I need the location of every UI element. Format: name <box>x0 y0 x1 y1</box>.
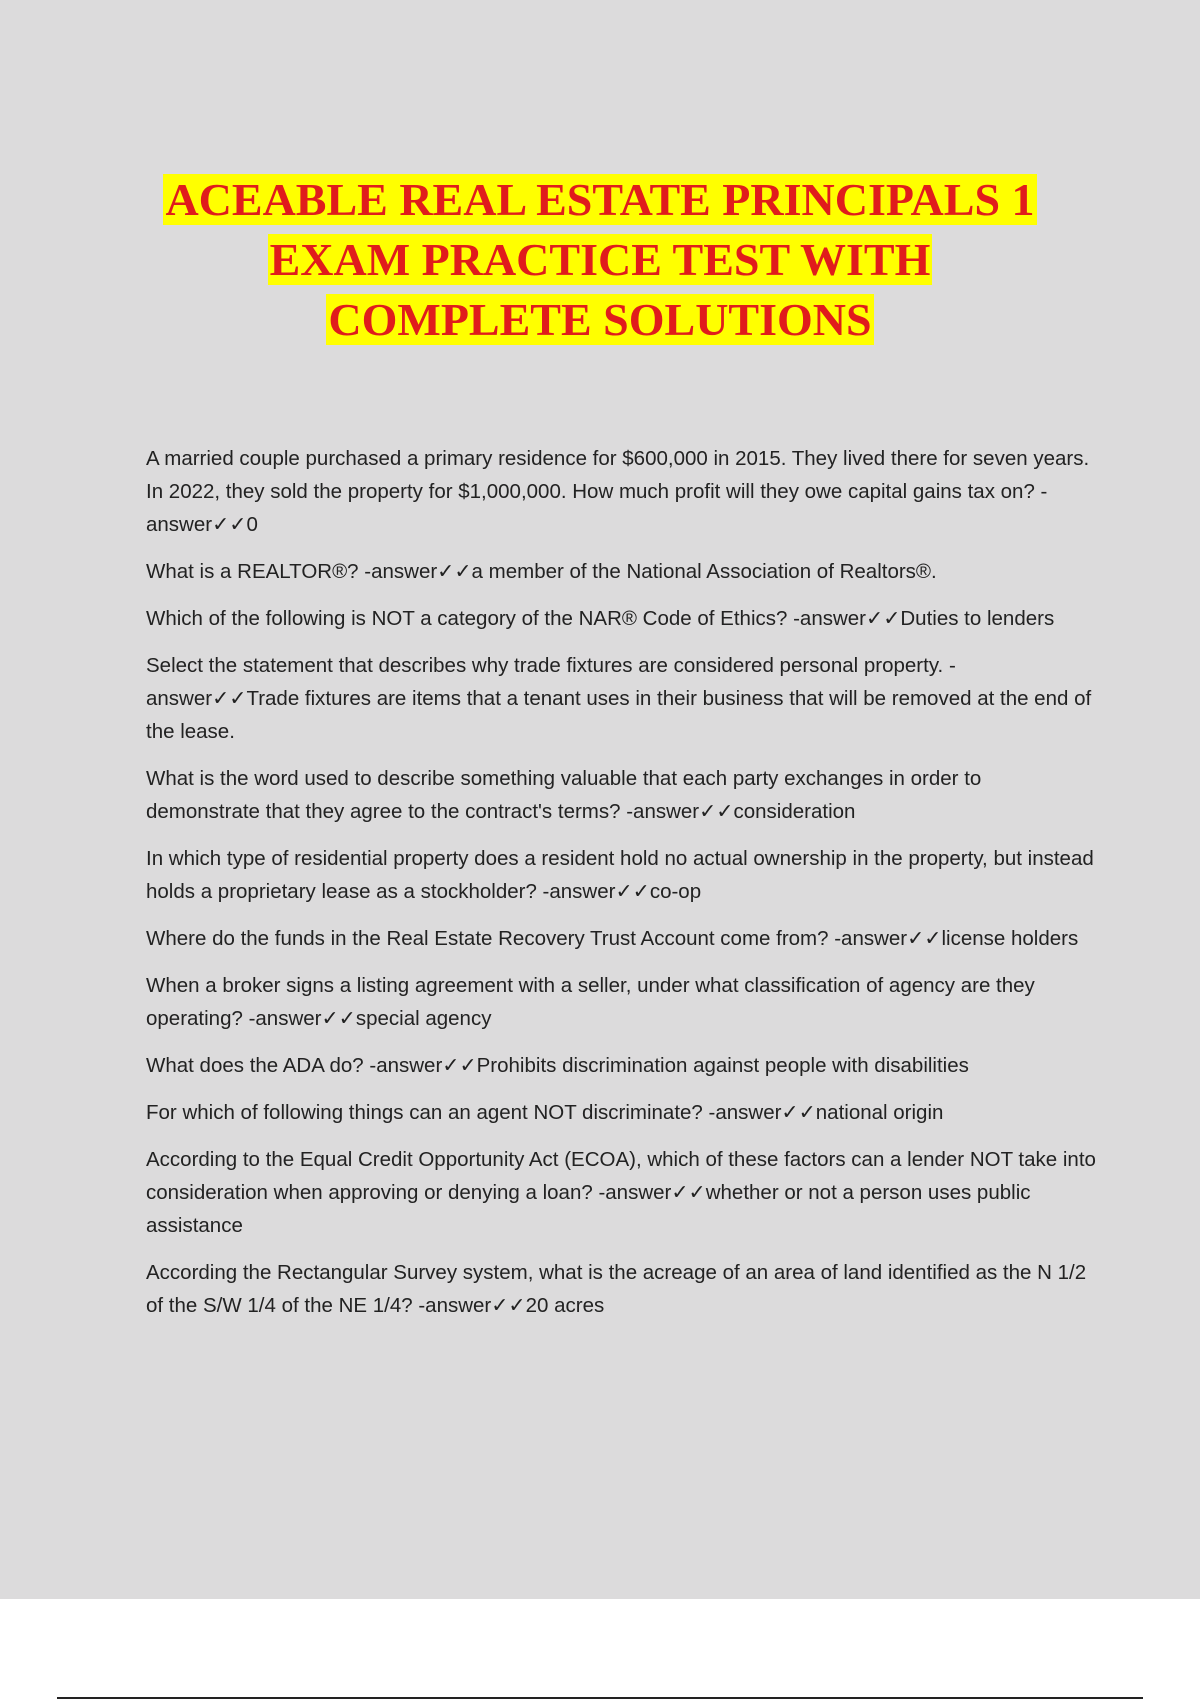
qa-item: According the Rectangular Survey system, what is the acreage of an area of land identified as the N 1/2 of the S/W 1/4 of the NE 1/4? -answer✓✓20 acres <box>146 1261 1087 1317</box>
qa-item: What is the word used to describe something valuable that each party exchanges in order to demonstrate that they agree to the contract's terms? -answer✓✓consideration <box>146 767 982 823</box>
footer-divider <box>57 1697 1143 1699</box>
qa-item: What is a REALTOR®? -answer✓✓a member of the National Association of Realtors®. <box>146 560 937 583</box>
title-line <box>0 170 1200 230</box>
qa-item: What does the ADA do? -answer✓✓Prohibits discrimination against people with disabilities <box>146 1054 969 1077</box>
title-line-text: ACEABLE REAL ESTATE PRINCIPALS 1 <box>165 174 1035 225</box>
qa-item: For which of following things can an agent NOT discriminate? -answer✓✓national origin <box>146 1101 944 1124</box>
title-line-text: COMPLETE SOLUTIONS <box>328 294 872 345</box>
qa-item: According to the Equal Credit Opportunity Act (ECOA), which of these factors can a lender NOT take into consideration when approving or denying a loan? -answer✓✓whether or not a person uses public assistance <box>146 1148 1096 1237</box>
qa-item: Select the statement that describes why trade fixtures are considered personal property. -answer✓✓Trade fixtures are items that a tenant uses in their business that will be removed at the end of the lease. <box>146 654 1092 743</box>
qa-item: A married couple purchased a primary residence for $600,000 in 2015. They lived there for seven years. In 2022, they sold the property for $1,000,000. How much profit will they owe capital gains tax on? -answer✓✓0 <box>146 447 1090 536</box>
title-line <box>0 290 1200 350</box>
qa-item: When a broker signs a listing agreement with a seller, under what classification of agency are they operating? -answer✓✓special agency <box>146 974 1035 1030</box>
title-line-text: EXAM PRACTICE TEST WITH <box>269 234 931 285</box>
title-line <box>0 230 1200 290</box>
document-title <box>0 170 1200 350</box>
qa-item: Which of the following is NOT a category of the NAR® Code of Ethics? -answer✓✓Duties to lenders <box>146 607 1055 630</box>
qa-item: Where do the funds in the Real Estate Recovery Trust Account come from? -answer✓✓license holders <box>146 927 1079 950</box>
page-footer-area <box>0 1599 1200 1700</box>
question-answer-list <box>146 442 1096 1336</box>
qa-item: In which type of residential property does a resident hold no actual ownership in the property, but instead holds a proprietary lease as a stockholder? -answer✓✓co-op <box>146 847 1094 903</box>
